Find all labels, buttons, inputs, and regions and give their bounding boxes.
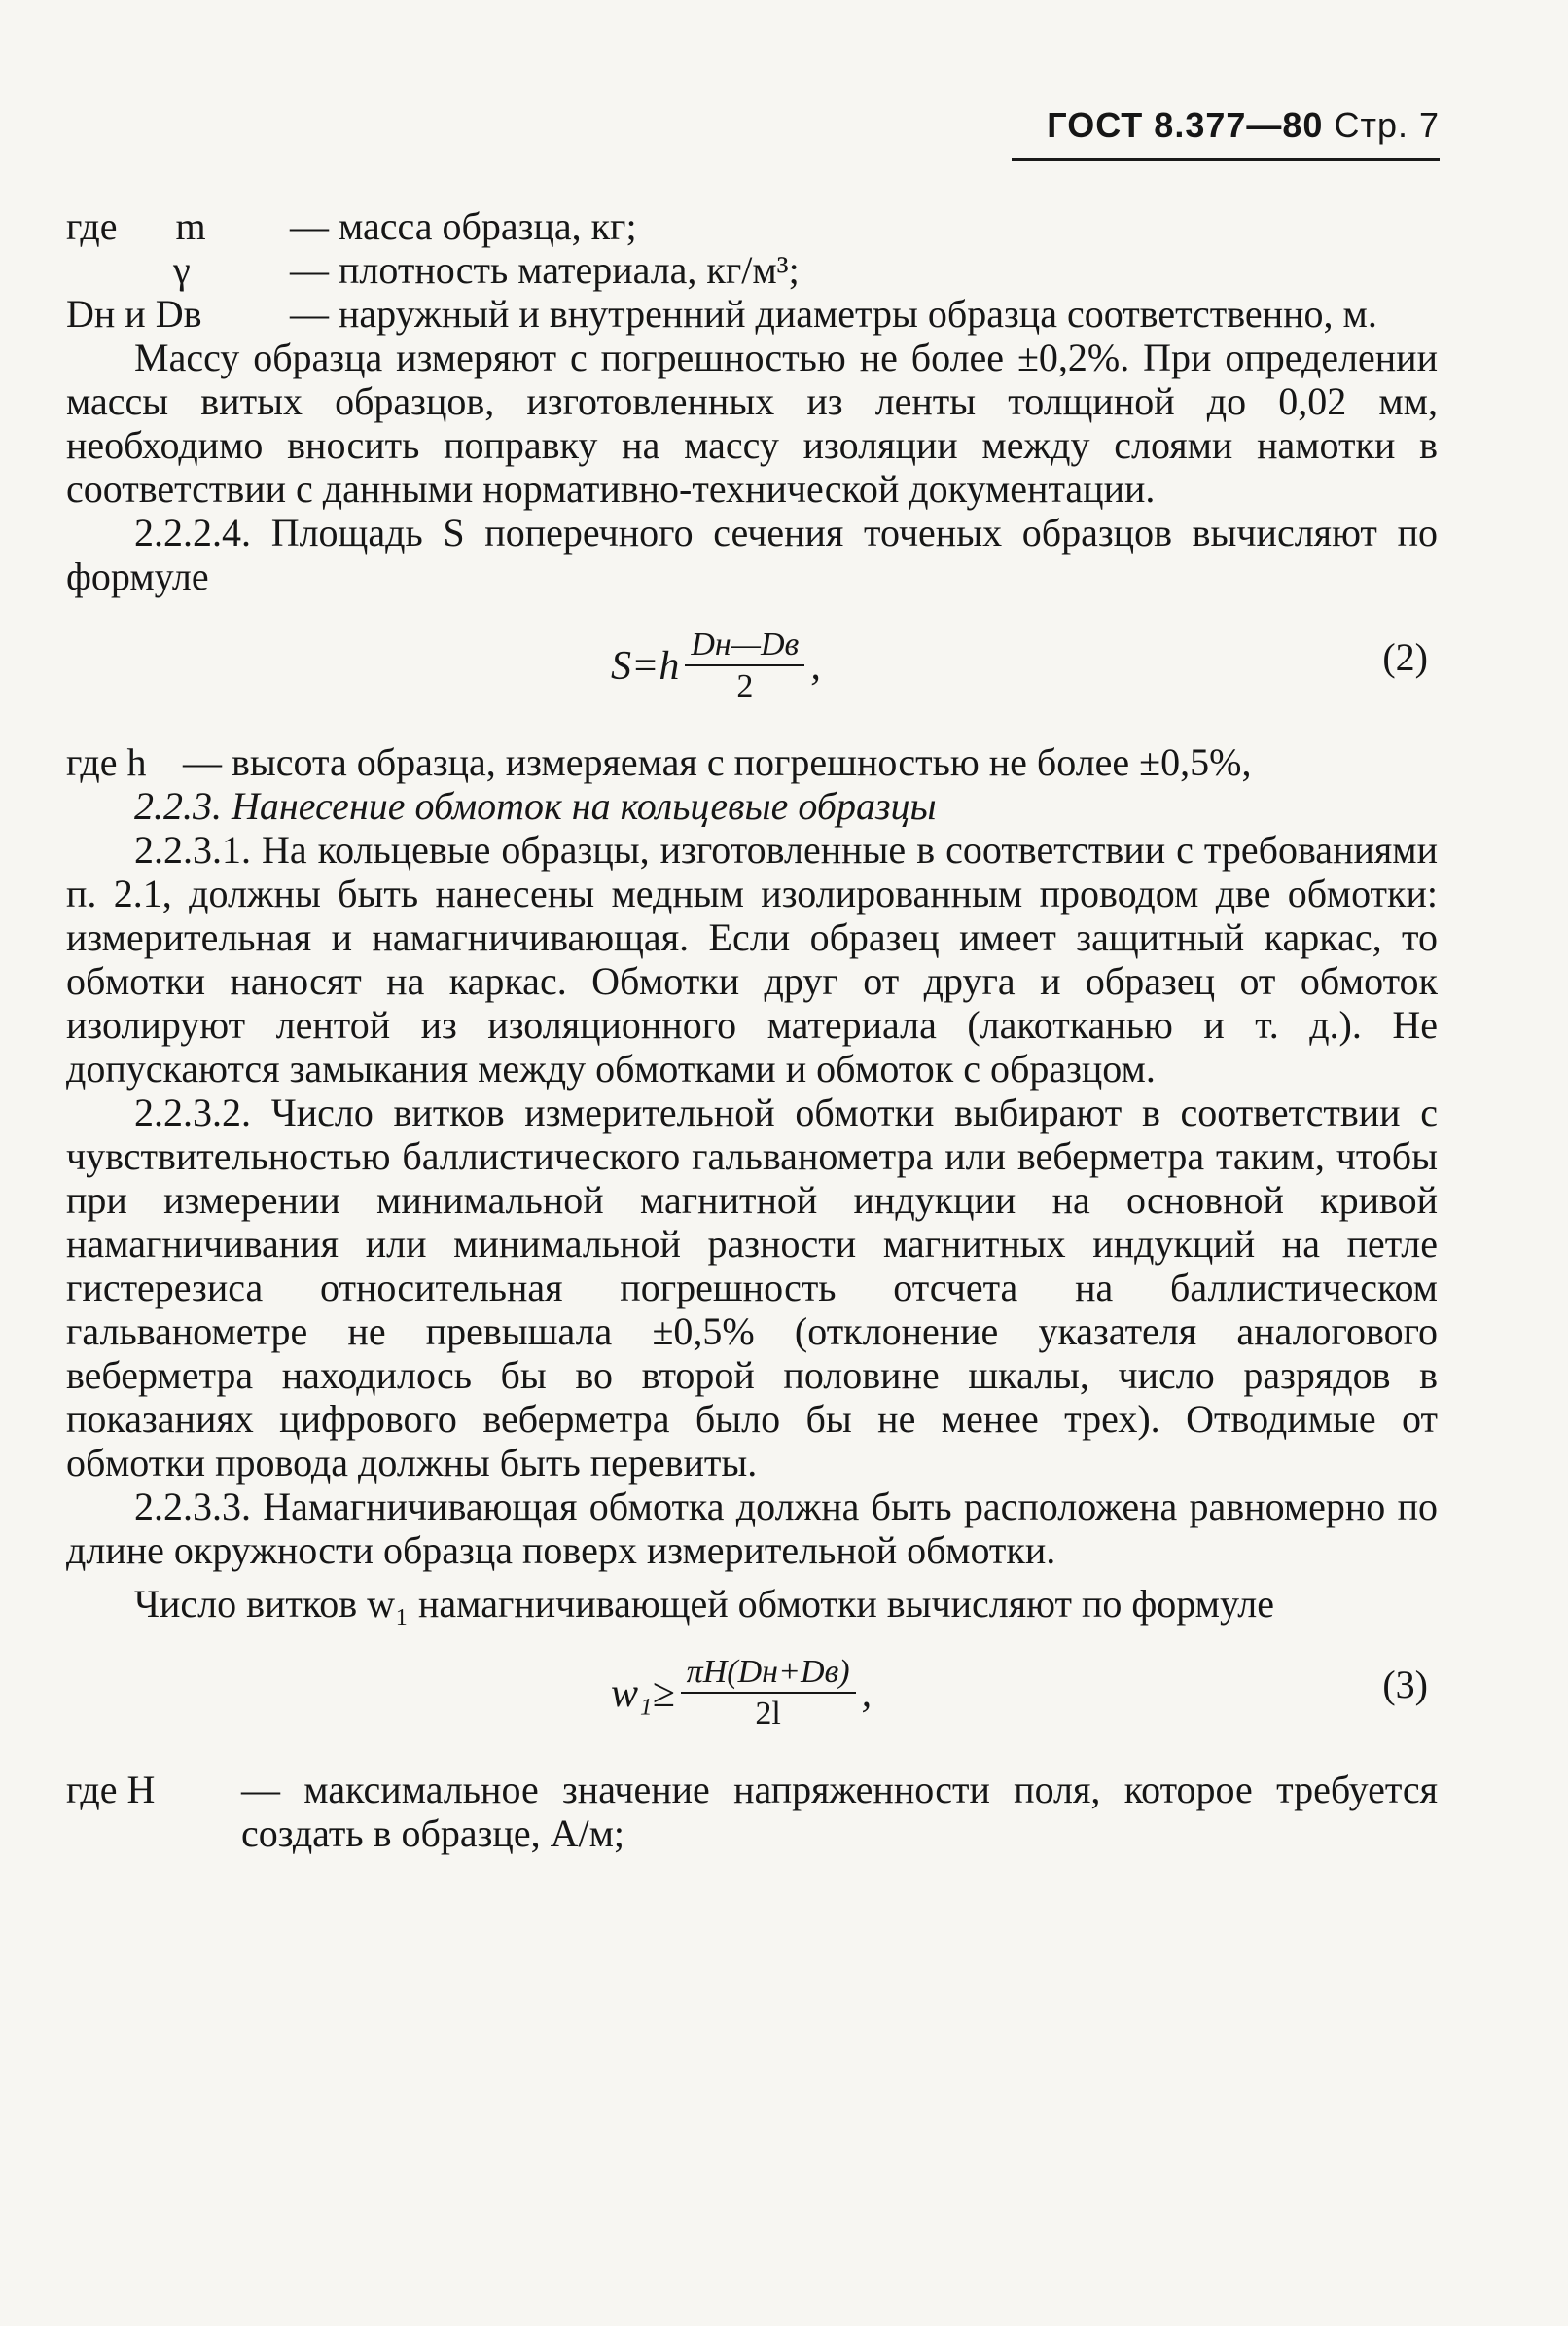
- definition-h: где h — высота образца, измеряемая с погрешностью не более ±0,5%,: [66, 740, 1252, 784]
- definition-diameters: Dн и Dв — наружный и внутренний диаметры образца соответственно, м.: [66, 292, 1377, 336]
- formula-number-2: (2): [1382, 635, 1428, 679]
- header-rule: [1012, 158, 1440, 161]
- paragraph-mass: Массу образца измеряют с погрешностью не более ±0,2%. При определении массы витых образцов, изготовленных из ленты толщиной до 0,02 мм, необходимо вносить поправку на массу изоляции между слоями намотки в соответствии с данными нормативно-технической документации.: [66, 336, 1438, 511]
- definition-gamma: γ — плотность материала, кг/м³;: [66, 248, 800, 292]
- paragraph-w1: Число витков w₁ намагничивающей обмотки вычисляют по формуле: [134, 1582, 1274, 1626]
- page-header: [1012, 105, 1440, 146]
- formula-number-3: (3): [1382, 1663, 1428, 1706]
- definition-H: где H — максимальное значение напряженности поля, которое требуется создать в образце, А/м;: [66, 1768, 1438, 1855]
- formula-3: w₁≥ $\frac{\pi H(Dн+Dв)}{2l}$ , (3): [611, 1654, 1428, 1732]
- standard-number: ГОСТ 8.377—80: [1047, 105, 1324, 145]
- paragraph-2-2-3-3: 2.2.3.3. Намагничивающая обмотка должна быть расположена равномерно по длине окружности образца поверх измерительной обмотки.: [66, 1485, 1438, 1572]
- section-2-2-3-heading: 2.2.3. Нанесение обмоток на кольцевые образцы: [134, 784, 937, 828]
- paragraph-2-2-3-1: 2.2.3.1. На кольцевые образцы, изготовленные в соответствии с требованиями п. 2.1, должны быть нанесены медным изолированным проводом две обмотки: измерительная и намагничивающая. Если образец имеет защитный каркас, то обмотки наносят на каркас. Обмотки друг от друга и образец от обмоток изолируют лентой из изоляционного материала (лакотканью и т. д.). Не допускаются замыкания между обмотками и обмоток с образцом.: [66, 828, 1438, 1091]
- paragraph-2-2-2-4: 2.2.2.4. Площадь S поперечного сечения точеных образцов вычисляют по формуле: [66, 511, 1438, 598]
- paragraph-2-2-3-2: 2.2.3.2. Число витков измерительной обмотки выбирают в соответствии с чувствительностью баллистического гальванометра или веберметра таким, чтобы при измерении минимальной магнитной индукции на основной кривой намагничивания или минимальной разности магнитных индукций на петле гистерезиса относительная погрешность отсчета на баллистическом гальванометре не превышала ±0,5% (отклонение указателя аналогового веберметра находилось бы во второй половине шкалы, число разрядов в показаниях цифрового веберметра было бы не менее трех). Отводимые от обмотки провода должны быть перевиты.: [66, 1091, 1438, 1485]
- page-number: Стр. 7: [1334, 105, 1440, 145]
- document-body: [66, 204, 1438, 1855]
- formula-2: S=h $\frac{Dн—Dв}{2}$ , (2): [611, 626, 1428, 704]
- definition-m: где m — масса образца, кг;: [66, 204, 637, 248]
